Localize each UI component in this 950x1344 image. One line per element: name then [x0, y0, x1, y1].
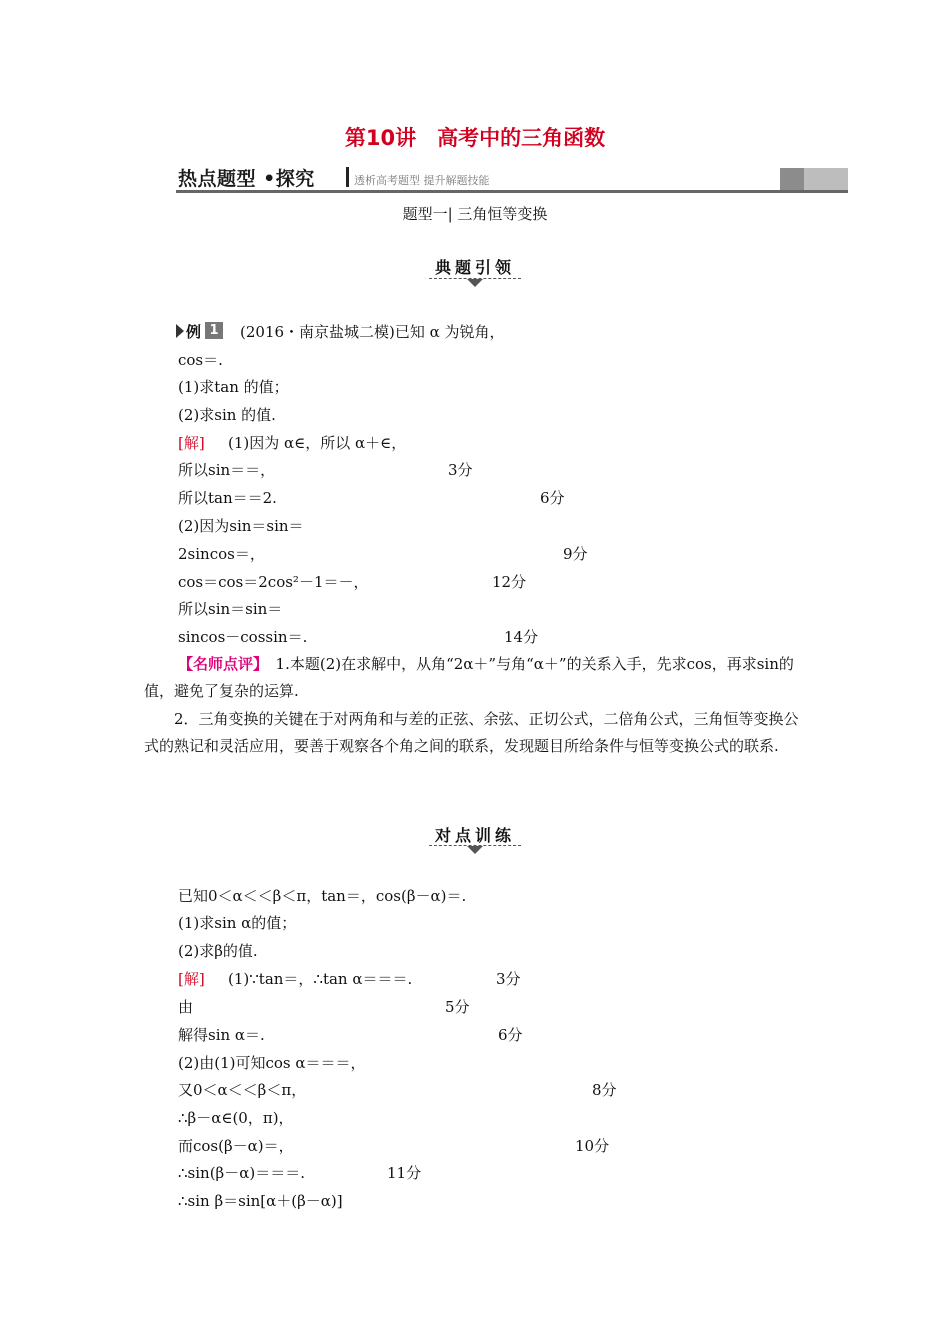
example-arrow-icon	[176, 324, 184, 338]
teacher-review-2: 2．三角变换的关键在于对两角和与差的正弦、余弦、正切公式，二倍角公式，三角恒等变换公式的熟记和灵活应用，要善于观察各个角之间的联系，发现题目所给条件与恒等变换公式的联系.	[144, 710, 799, 755]
section-title: 题型一| 三角恒等变换	[402, 205, 548, 223]
solution-line: (2)因为sin＝sin＝	[178, 517, 304, 535]
solution-line: sincos－cossin＝.	[178, 628, 308, 646]
solution-line: 而cos(β－α)＝，	[178, 1137, 294, 1155]
score-mark: 14分	[504, 628, 539, 646]
solution-line: 所以sin＝＝，	[178, 461, 276, 479]
score-mark: 12分	[492, 573, 527, 591]
solution-line: 所以sin＝sin＝	[178, 600, 283, 618]
solution-line: ∴sin(β－α)＝＝＝.	[178, 1164, 305, 1182]
solution-line: ∴β－α∈(0，π)，	[178, 1109, 294, 1127]
example-label-text: 例	[186, 323, 202, 341]
score-mark: 3分	[496, 970, 521, 988]
score-mark: 9分	[563, 545, 588, 563]
solution-line: (2)由(1)可知cos α＝＝＝，	[178, 1054, 366, 1072]
solution-line: cos＝cos＝2cos²－1＝－，	[178, 573, 369, 591]
example-line: (2)求sin 的值.	[178, 406, 276, 424]
exercise-line: 已知0＜α＜＜β＜π，tan＝，cos(β－α)＝.	[178, 887, 467, 905]
example-line: (1)求tan 的值；	[178, 378, 289, 396]
solution-line: 解得sin α＝.	[178, 1026, 265, 1044]
heading-practice: 对点训练	[434, 826, 515, 845]
banner-divider	[346, 167, 349, 187]
score-mark: 6分	[540, 489, 565, 507]
heading-triangle-icon	[467, 279, 483, 287]
solution-tag: [解]	[178, 434, 205, 452]
example-intro: (2016・南京盐城二模)已知 α 为锐角，	[240, 323, 505, 341]
score-mark: 5分	[445, 998, 470, 1016]
score-mark: 3分	[448, 461, 473, 479]
score-mark: 8分	[592, 1081, 617, 1099]
banner-decoration-dark	[780, 168, 804, 190]
banner-decoration-light	[804, 168, 848, 190]
teacher-review-1	[144, 651, 808, 705]
page-title: 第10讲 高考中的三角函数	[344, 126, 606, 150]
banner-underline	[176, 190, 848, 193]
section-banner	[176, 162, 848, 194]
score-mark: 10分	[575, 1137, 610, 1155]
banner-subtitle: 透析高考题型 提升解题技能	[354, 174, 490, 187]
example-label	[176, 321, 224, 340]
banner-main: 热点题型 •探究	[178, 168, 315, 190]
heading-triangle-icon	[467, 846, 483, 854]
score-mark: 11分	[387, 1164, 422, 1182]
solution-line: 所以tan＝＝2.	[178, 489, 277, 507]
solution-line: (1)因为 α∈，所以 α＋∈，	[228, 434, 407, 452]
heading-typical-problem: 典题引领	[434, 258, 515, 277]
solution-line: (1)∵tan＝，∴tan α＝＝＝.	[228, 970, 413, 988]
review-tag: 【名师点评】	[178, 655, 261, 673]
solution-line: 又0＜α＜＜β＜π，	[178, 1081, 307, 1099]
review-text-1: 1.本题(2)在求解中，从角“2α＋”与角“α＋”的关系入手，先求cos，再求sin的值，避免了复杂的运算.	[144, 655, 794, 700]
solution-line: 由	[178, 998, 194, 1016]
solution-line: ∴sin β＝sin[α＋(β－α)]	[178, 1192, 343, 1210]
exercise-line: (1)求sin α的值；	[178, 914, 297, 932]
exercise-line: (2)求β的值.	[178, 942, 258, 960]
score-mark: 6分	[498, 1026, 523, 1044]
example-label-number: 1	[205, 322, 223, 339]
example-line: cos＝.	[178, 351, 223, 369]
solution-line: 2sincos＝，	[178, 545, 265, 563]
solution-tag: [解]	[178, 970, 205, 988]
